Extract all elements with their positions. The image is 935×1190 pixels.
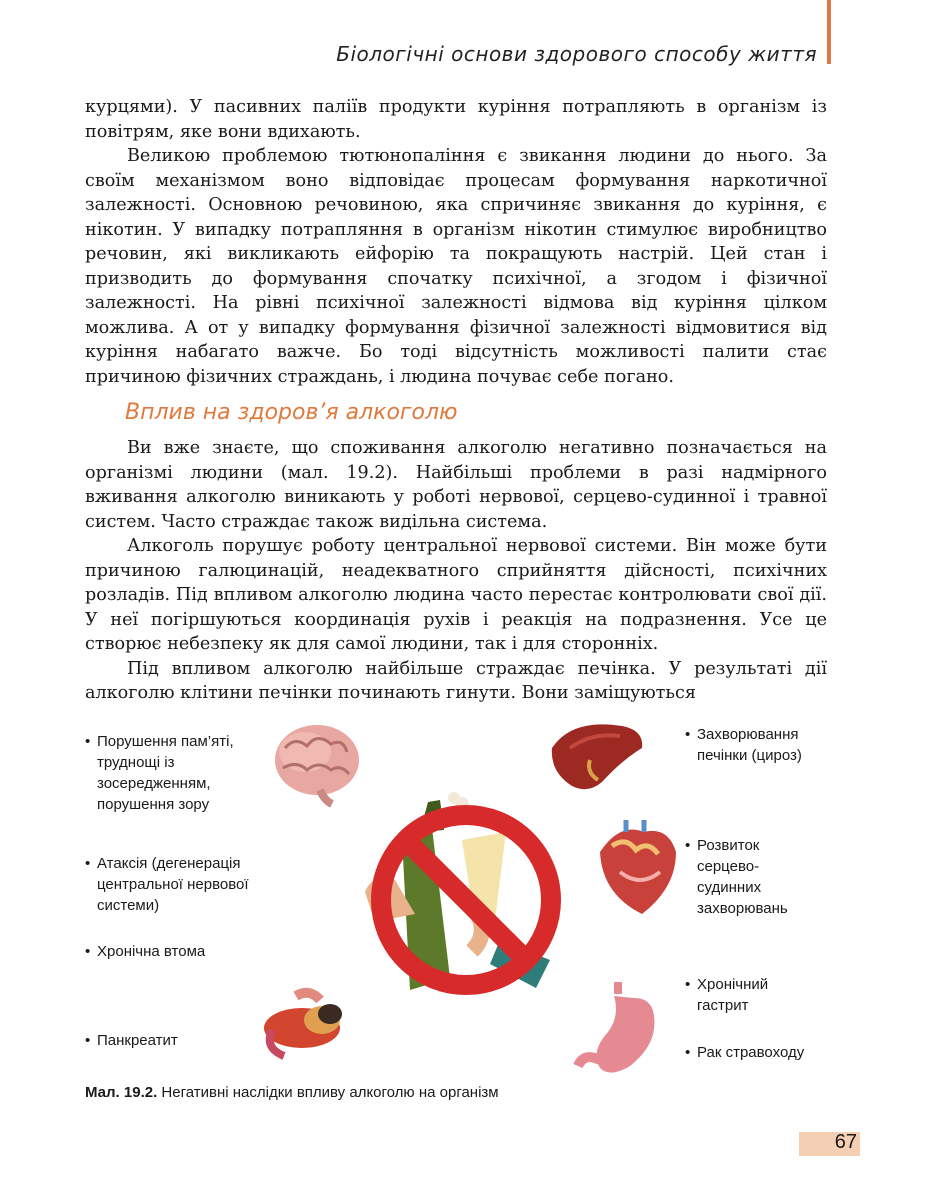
paragraph-3: Ви вже знаєте, що споживання алкоголю негативно позначається на організмі людини (мал. 19.2). Найбільші проблеми в разі надмірного вживання алкоголю виникають у роботі нервової, серцево-судинної і травної систем. Часто страждає також видільна система. bbox=[85, 438, 827, 532]
label-gastritis: • Хронічний гастрит bbox=[685, 976, 769, 1014]
heart-icon bbox=[600, 820, 676, 914]
liver-icon bbox=[552, 724, 642, 789]
label-pancreatitis: • Панкреатит bbox=[85, 1032, 178, 1049]
label-fatigue: • Хронічна втома bbox=[85, 943, 206, 960]
brain-icon bbox=[275, 725, 359, 804]
label-memory: • Порушення пам’яті, труднощі із зосередженням, порушення зору bbox=[85, 733, 234, 813]
section-heading: Вплив на здоров’я алкоголю bbox=[125, 400, 458, 425]
label-ataxia: • Атаксія (дегенерація центральної нервової системи) bbox=[85, 855, 249, 914]
stomach-icon bbox=[578, 982, 655, 1073]
label-liver-disease: • Захворювання печінки (цироз) bbox=[685, 726, 802, 764]
caption-text: Негативні наслідки впливу алкоголю на організм bbox=[161, 1084, 499, 1101]
label-cardiovascular: • Розвиток серцево-судинних захворювань bbox=[685, 837, 788, 917]
paragraph-5: Під впливом алкоголю найбільше страждає печінка. У результаті дії алкоголю клітини печінки починають гинути. Вони заміщуються bbox=[85, 658, 827, 703]
figure-caption bbox=[85, 1084, 499, 1101]
paragraph-1: курцями). У пасивних паліїв продукти куріння потрапляють в організм із повітрям, яке вони вдихають. bbox=[85, 97, 827, 142]
running-header: Біологічні основи здорового способу життя bbox=[336, 42, 817, 66]
label-esophagus-cancer: • Рак стравоходу bbox=[685, 1044, 805, 1061]
caption-number: Мал. 19.2. bbox=[85, 1084, 158, 1101]
paragraph-4: Алкоголь порушує роботу центральної нервової системи. Він може бути причиною галюцинацій, неадекватного сприйняття дійсності, психічних розладів. Під впливом алкоголю людина часто перестає контролювати свої дії. У неї погіршуються координація рухів і реакція на подразнення. Усе це створює небезпеку як для самої людини, так і для сторонніх. bbox=[85, 536, 827, 654]
page-number: 67 bbox=[834, 1131, 857, 1153]
paragraph-2: Великою проблемою тютюнопаління є звикання людини до нього. За своїм механізмом воно відповідає процесам формування наркотичної залежності. Основною речовиною, яка спричиняє звикання до куріння, є нікотин. У випадку потрапляння в організм нікотин стимулює виробництво речовин, які викликають ейфорію та покращують настрій. Цей стан і призводить до формування спочатку психічної, а згодом і фізичної залежності. На рівні психічної залежності відмова від куріння цілком можлива. А от у випадку формування фізичної залежності відмовитися від куріння набагато важче. Бо тоді відсутність можливості палити стає причиною фізичних страждань, і людина почуває себе погано. bbox=[85, 146, 827, 387]
no-alcohol-sign bbox=[365, 792, 551, 990]
